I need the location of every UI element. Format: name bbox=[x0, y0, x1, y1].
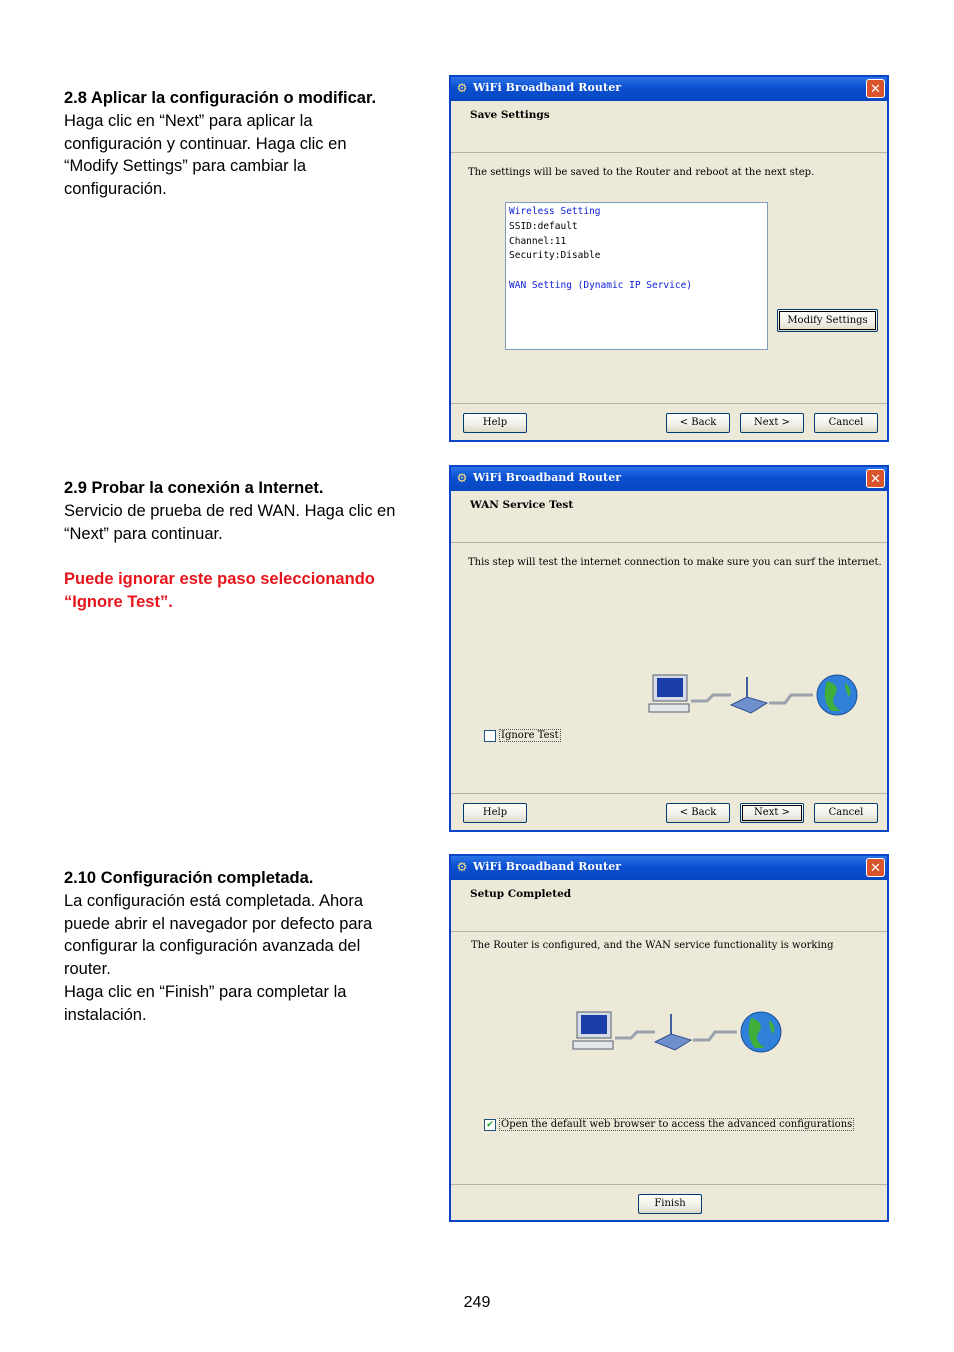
ignore-test-checkbox[interactable] bbox=[484, 729, 561, 742]
checkbox-label[interactable]: Ignore Test bbox=[501, 730, 559, 741]
router-app-icon: ⚙ bbox=[456, 81, 468, 95]
title-bar[interactable] bbox=[451, 77, 887, 101]
back-button[interactable]: < Back bbox=[666, 803, 730, 823]
section-apply-settings bbox=[64, 87, 436, 201]
section-line: puede abrir el navegador por defecto para bbox=[64, 914, 373, 933]
page-number: 249 bbox=[463, 1294, 491, 1311]
dialog-header bbox=[451, 880, 887, 932]
checkbox-box[interactable]: ✔ bbox=[484, 1119, 496, 1131]
router-app-icon: ⚙ bbox=[456, 860, 468, 874]
close-icon: ✕ bbox=[870, 472, 881, 487]
security-value: Security:Disable bbox=[509, 250, 601, 262]
note-line: Puede ignorar este paso seleccionando bbox=[64, 570, 375, 589]
help-button[interactable]: Help bbox=[463, 413, 527, 433]
step-title: Setup Completed bbox=[470, 888, 572, 900]
close-button[interactable] bbox=[866, 858, 885, 877]
section-line: instalación. bbox=[64, 1005, 147, 1024]
title-bar[interactable] bbox=[451, 467, 887, 491]
cancel-button[interactable]: Cancel bbox=[814, 413, 878, 433]
computer-icon bbox=[649, 675, 689, 712]
section-line: “Next” para continuar. bbox=[64, 524, 223, 543]
finish-button[interactable]: Finish bbox=[638, 1194, 702, 1214]
channel-value: Channel:11 bbox=[509, 235, 567, 247]
close-icon: ✕ bbox=[870, 861, 881, 876]
step-description: The Router is configured, and the WAN service functionality is working bbox=[471, 940, 834, 951]
section-line: router. bbox=[64, 960, 111, 979]
modify-settings-button[interactable]: Modify Settings bbox=[777, 309, 878, 332]
checkbox-label[interactable]: Open the default web browser to access the advanced configurations bbox=[501, 1119, 853, 1130]
button-bar-divider bbox=[451, 793, 887, 794]
dialog-header bbox=[451, 491, 887, 543]
section-line: configuración y continuar. Haga clic en bbox=[64, 134, 347, 153]
checkbox-box[interactable] bbox=[484, 730, 496, 742]
section-line: Haga clic en “Next” para aplicar la bbox=[64, 111, 313, 130]
router-icon bbox=[731, 677, 767, 713]
note-line: “Ignore Test”. bbox=[64, 593, 173, 612]
section-heading: 2.9 Probar la conexión a Internet. bbox=[64, 479, 324, 497]
step-title: Save Settings bbox=[470, 109, 550, 121]
button-bar-divider bbox=[451, 1184, 887, 1185]
wan-test-dialog bbox=[449, 465, 889, 832]
section-heading: 2.8 Aplicar la configuración o modificar. bbox=[64, 89, 377, 107]
save-settings-dialog bbox=[449, 75, 889, 442]
computer-icon bbox=[573, 1012, 613, 1049]
section-heading: 2.10 Configuración completada. bbox=[64, 869, 314, 887]
open-browser-checkbox[interactable] bbox=[484, 1118, 854, 1131]
section-line: Servicio de prueba de red WAN. Haga clic en bbox=[64, 501, 396, 520]
wan-setting-heading: WAN Setting (Dynamic IP Service) bbox=[509, 280, 693, 292]
next-button[interactable]: Next > bbox=[740, 413, 804, 433]
step-title: WAN Service Test bbox=[470, 499, 574, 511]
network-diagram bbox=[569, 1004, 791, 1060]
ssid-value: SSID:default bbox=[509, 220, 578, 232]
close-icon: ✕ bbox=[870, 82, 881, 97]
window-title: WiFi Broadband Router bbox=[473, 860, 622, 873]
close-button[interactable] bbox=[866, 79, 885, 98]
section-line: configuración. bbox=[64, 180, 167, 199]
section-setup-complete bbox=[64, 867, 436, 1027]
setup-completed-dialog bbox=[449, 854, 889, 1222]
globe-icon bbox=[817, 675, 857, 715]
wireless-setting-heading: Wireless Setting bbox=[509, 206, 601, 217]
close-button[interactable] bbox=[866, 469, 885, 488]
section-line: La configuración está completada. Ahora bbox=[64, 891, 364, 910]
window-title: WiFi Broadband Router bbox=[473, 81, 622, 94]
settings-summary-box[interactable] bbox=[505, 202, 768, 350]
step-description: This step will test the internet connection to make sure you can surf the internet. bbox=[468, 557, 882, 568]
back-button[interactable]: < Back bbox=[666, 413, 730, 433]
dialog-header bbox=[451, 101, 887, 153]
router-app-icon: ⚙ bbox=[456, 471, 468, 485]
router-icon bbox=[655, 1014, 691, 1050]
step-description: The settings will be saved to the Router and reboot at the next step. bbox=[468, 167, 815, 178]
button-bar-divider bbox=[451, 403, 887, 404]
spacer bbox=[509, 264, 764, 279]
cancel-button[interactable]: Cancel bbox=[814, 803, 878, 823]
section-line: configurar la configuración avanzada del bbox=[64, 937, 361, 956]
window-title: WiFi Broadband Router bbox=[473, 471, 622, 484]
section-line: “Modify Settings” para cambiar la bbox=[64, 157, 307, 176]
globe-icon bbox=[741, 1012, 781, 1052]
section-internet-test bbox=[64, 477, 436, 614]
network-diagram bbox=[645, 667, 867, 723]
help-button[interactable]: Help bbox=[463, 803, 527, 823]
section-line: Haga clic en “Finish” para completar la bbox=[64, 982, 347, 1001]
ignore-test-note bbox=[64, 568, 436, 614]
title-bar[interactable] bbox=[451, 856, 887, 880]
next-button[interactable]: Next > bbox=[740, 803, 804, 823]
